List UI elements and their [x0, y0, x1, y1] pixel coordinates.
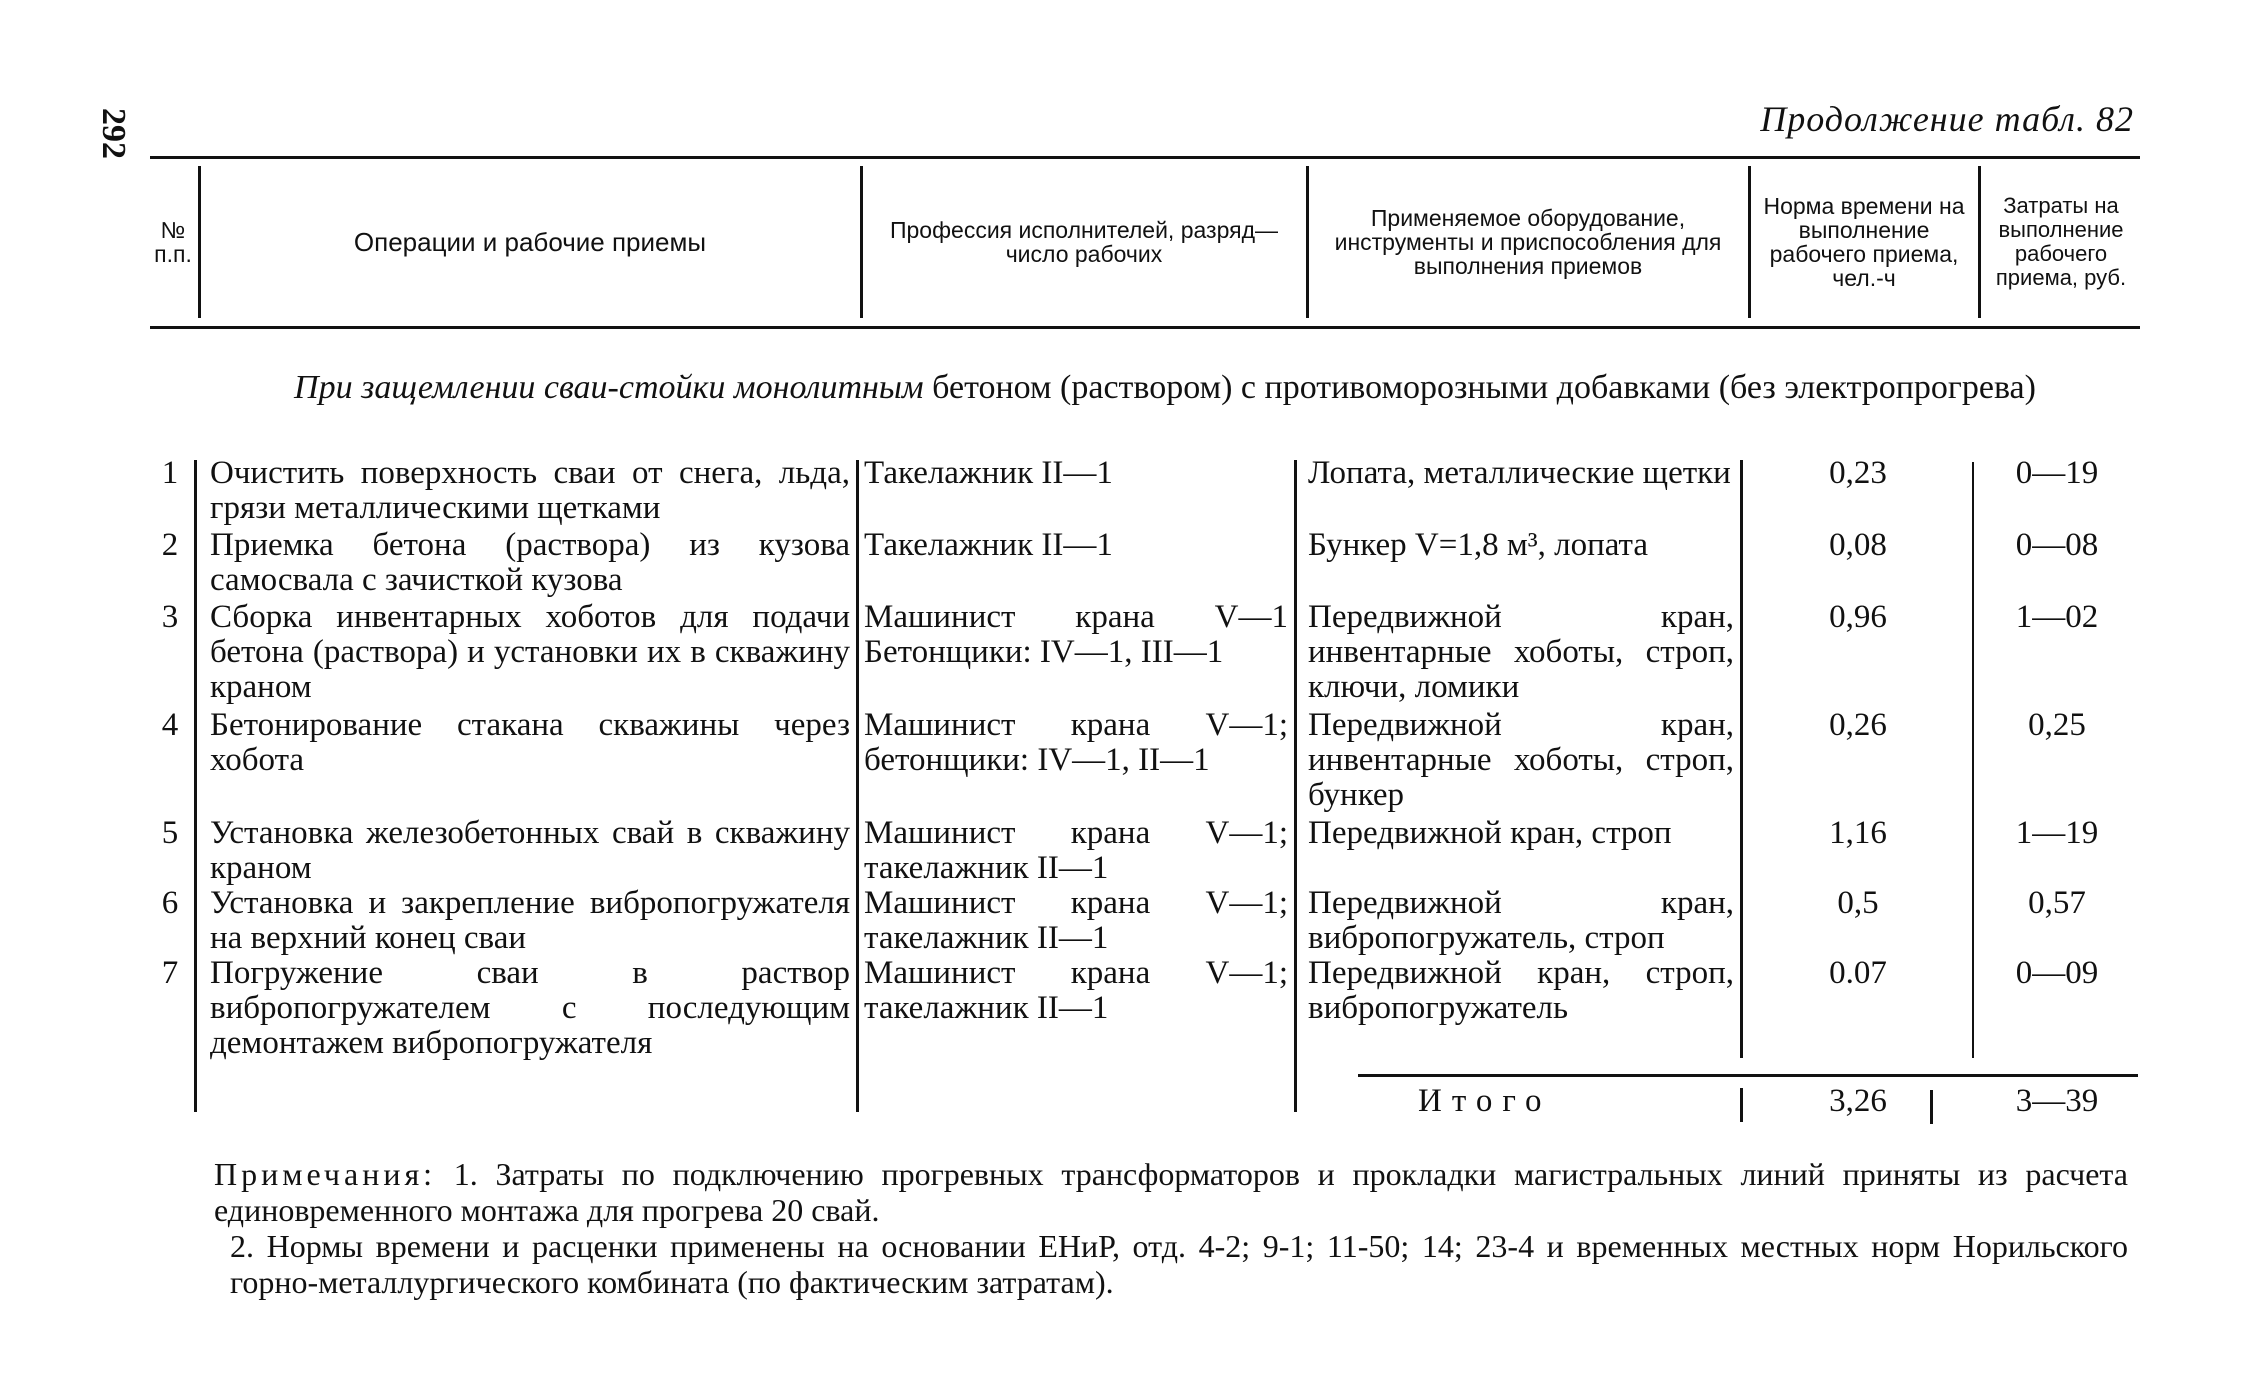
- column-rule: [1740, 460, 1743, 1058]
- row-profession: Такелажник II—1: [864, 455, 1113, 491]
- header-cost: Затраты на выполнение рабочего приема, руб.: [1995, 193, 2127, 290]
- total-divider: [1740, 1088, 1743, 1122]
- section-title-rest: бетоном (раствором) с противоморозными добавками (без электропрогрева): [923, 369, 2036, 406]
- header-divider: [1978, 166, 1981, 318]
- row-cost: 0—08: [2015, 527, 2099, 563]
- total-cost: 3—39: [2015, 1083, 2099, 1119]
- row-operation: Бетонирование стакана скважины через хобота: [210, 707, 850, 778]
- row-number: 1: [161, 455, 179, 491]
- column-rule: [1294, 460, 1297, 1112]
- row-operation: Сборка инвентарных хоботов для подачи бетона (раствора) и установки их в скважину краном: [210, 599, 850, 705]
- section-title-italic: При защемлении сваи-стойки монолитным: [294, 369, 924, 406]
- row-equipment: Передвижной кран, инвентарные хоботы, строп, ключи, ломики: [1308, 599, 1734, 705]
- column-rule: [194, 460, 197, 1112]
- note-1-text: 1. Затраты по подключению прогревных трансформаторов и прокладки магистральных линий приняты из расчета единовременного монтажа для прогрева 20 свай.: [214, 1156, 2129, 1228]
- row-cost: 1—19: [2015, 815, 2099, 851]
- section-title: [200, 368, 2130, 408]
- column-rule: [1972, 462, 1974, 1058]
- header-divider: [1748, 166, 1751, 318]
- row-number: 3: [161, 599, 179, 635]
- row-number: 7: [161, 955, 179, 991]
- row-profession: Машинист крана V—1; такелажник II—1: [864, 885, 1288, 956]
- row-time-norm: 0,5: [1837, 885, 1879, 921]
- total-time-norm: 3,26: [1829, 1083, 1887, 1119]
- total-label: Итого: [1418, 1083, 1552, 1119]
- total-rule: [1358, 1074, 2138, 1077]
- row-profession: Машинист крана V—1 Бетонщики: IV—1, III—1: [864, 599, 1288, 670]
- header-top-rule: [150, 156, 2140, 159]
- row-time-norm: 0.07: [1829, 955, 1887, 991]
- header-time-norm: Норма времени на выполнение рабочего приема, чел.-ч: [1763, 193, 1965, 291]
- column-rule: [856, 460, 859, 1112]
- row-profession: Машинист крана V—1; бетонщики: IV—1, II—1: [864, 707, 1288, 778]
- header-divider: [860, 166, 863, 318]
- row-operation: Приемка бетона (раствора) из кузова самосвала с зачисткой кузова: [210, 527, 850, 598]
- row-operation: Погружение сваи в раствор вибропогружателем с последующим демонтажем вибропогружателя: [210, 955, 850, 1061]
- row-time-norm: 0,26: [1829, 707, 1887, 743]
- header-divider: [198, 166, 201, 318]
- row-time-norm: 0,96: [1829, 599, 1887, 635]
- header-profession: Профессия исполнителей, разряд—число рабочих: [889, 217, 1278, 267]
- row-operation: Установка железобетонных свай в скважину краном: [210, 815, 850, 886]
- page-number: 292: [95, 108, 132, 159]
- row-time-norm: 0,23: [1829, 455, 1887, 491]
- row-number: 6: [161, 885, 179, 921]
- row-operation: Установка и закрепление вибропогружателя на верхний конец сваи: [210, 885, 850, 956]
- row-equipment: Лопата, металлические щетки: [1308, 455, 1731, 491]
- header-divider: [1306, 166, 1309, 318]
- row-profession: Такелажник II—1: [864, 527, 1113, 563]
- row-time-norm: 0,08: [1829, 527, 1887, 563]
- row-equipment: Передвижной кран, инвентарные хоботы, строп, бункер: [1308, 707, 1734, 813]
- total-divider: [1930, 1090, 1933, 1124]
- row-equipment: Бункер V=1,8 м³, лопата: [1308, 527, 1649, 563]
- row-cost: 0—09: [2015, 955, 2099, 991]
- row-cost: 0,25: [2028, 707, 2086, 743]
- table-continuation-label: Продолжение табл. 82: [1760, 99, 2134, 139]
- notes-label: Примечания:: [214, 1156, 437, 1192]
- row-profession: Машинист крана V—1; такелажник II—1: [864, 815, 1288, 886]
- header-operations: Операции и рабочие приемы: [353, 227, 707, 257]
- row-time-norm: 1,16: [1829, 815, 1887, 851]
- row-profession: Машинист крана V—1; такелажник II—1: [864, 955, 1288, 1026]
- row-number: 5: [161, 815, 179, 851]
- header-bottom-rule: [150, 326, 2140, 329]
- row-cost: 0—19: [2015, 455, 2099, 491]
- row-equipment: Передвижной кран, строп: [1308, 815, 1672, 851]
- row-cost: 0,57: [2028, 885, 2086, 921]
- row-operation: Очистить поверхность сваи от снега, льда, грязи металлическими щетками: [210, 455, 850, 526]
- row-number: 4: [161, 707, 179, 743]
- note-1: [214, 1156, 2128, 1228]
- row-equipment: Передвижной кран, строп, вибропогружатель: [1308, 955, 1734, 1026]
- row-equipment: Передвижной кран, вибропогружатель, строп: [1308, 885, 1734, 956]
- header-equipment: Применяемое оборудование, инструменты и приспособления для выполнения приемов: [1334, 205, 1722, 279]
- row-number: 2: [161, 527, 179, 563]
- row-cost: 1—02: [2015, 599, 2099, 635]
- note-2: 2. Нормы времени и расценки применены на основании ЕНиР, отд. 4-2; 9-1; 11-50; 14; 23-4 и временных местных норм Норильского горно-металлургического комбината (по фактическим затратам).: [230, 1228, 2128, 1300]
- header-num: № п.п.: [154, 217, 192, 267]
